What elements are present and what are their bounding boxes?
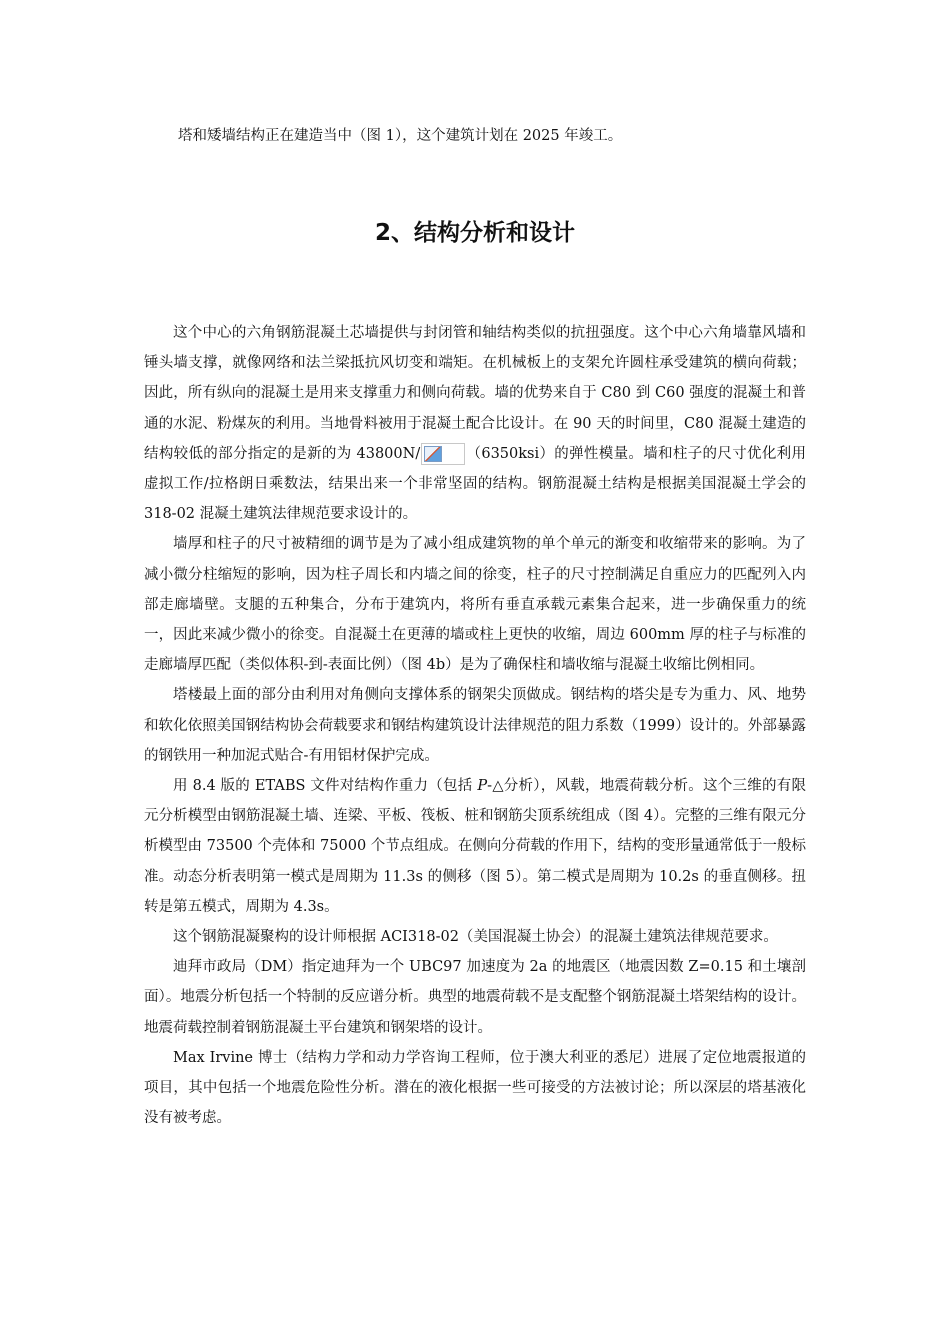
paragraph-6: 迪拜市政局（DM）指定迪拜为一个 UBC97 加速度为 2a 的地震区（地震因数 Z=0.15 和土壤剖面）。地震分析包括一个特制的反应谱分析。典型的地震荷载不是支配整个钢筋混凝土塔架结构的设计。地震荷载控制着钢筋混凝土平台建筑和钢架塔的设计。 bbox=[144, 959, 806, 1036]
intro-paragraph: 塔和矮墙结构正在建造当中（图 1），这个建筑计划在 2025 年竣工。 bbox=[178, 128, 623, 144]
paragraph-4 bbox=[144, 771, 806, 922]
p-delta-symbol: P bbox=[477, 778, 488, 795]
broken-formula-image-icon bbox=[421, 443, 465, 465]
paragraph-4-part-a: 用 8.4 版的 ETABS 文件对结构作重力（包括 bbox=[173, 778, 478, 795]
paragraph-5: 这个钢筋混凝聚构的设计师根据 ACI318-02（美国混凝土协会）的混凝土建筑法律规范要求。 bbox=[173, 929, 778, 946]
paragraph-7: Max Irvine 博士（结构力学和动力学咨询工程师，位于澳大利亚的悉尼）进展了定位地震报道的项目，其中包括一个地震危险性分析。潜在的液化根据一些可接受的方法被讨论；所以深层的塔基液化没有被考虑。 bbox=[144, 1049, 806, 1127]
paragraph-4-part-b: -△分析），风载，地震荷载分析。这个三维的有限元分析模型由钢筋混凝土墙、连梁、平板、筏板、桩和钢筋尖顶系统组成（图 4）。完整的三维有限元分析模型由 73500 个壳体和 75000 个节点组成。在侧向分荷载的作用下，结构的变形量通常低于一般标准。动态分析表明第一模式是周期为 11.3s 的侧移（图 5）。第二模式是周期为 10.2s 的垂直侧移。扭转是第五模式，周期为 4.3s。 bbox=[144, 778, 806, 915]
paragraph-1-part-a: 这个中心的六角钢筋混凝土芯墙提供与封闭管和轴结构类似的抗扭强度。这个中心六角墙靠风墙和锤头墙支撑，就像网络和法兰梁抵抗风切变和端矩。在机械板上的支架允许圆柱承受建筑的横向荷载；因此，所有纵向的混凝土是用来支撑重力和侧向荷载。墙的优势来自于 C80 到 C60 强度的混凝土和普通的水泥、粉煤灰的利用。当地骨料被用于混凝土配合比设计。在 90 天的时间里，C80 混凝土建造的结构较低的部分指定的是新的为 43800N/ bbox=[144, 325, 806, 462]
section-heading: 2、结构分析和设计 bbox=[374, 220, 575, 246]
paragraph-1 bbox=[144, 318, 806, 529]
image-placeholder-icon bbox=[424, 446, 442, 462]
paragraph-1-part-b: （6350ksi）的弹性模量。墙和柱子的尺寸优化利用虚拟工作/拉格朗日乘数法，结果出来一个非常坚固的结构。钢筋混凝土结构是根据美国混凝土学会的 318-02 混凝土建筑法律规范要求设计的。 bbox=[144, 445, 806, 523]
paragraph-3: 塔楼最上面的部分由利用对角侧向支撑体系的钢架尖顶做成。钢结构的塔尖是专为重力、风、地势和软化依照美国钢结构协会荷载要求和钢结构建筑设计法律规范的阻力系数（1999）设计的。外部暴露的钢铁用一种加泥式贴合-有用铝材保护完成。 bbox=[144, 687, 806, 764]
paragraph-2: 墙厚和柱子的尺寸被精细的调节是为了减小组成建筑物的单个单元的渐变和收缩带来的影响。为了减小微分柱缩短的影响，因为柱子周长和内墙之间的徐变，柱子的尺寸控制满足自重应力的匹配列入内部走廊墙壁。支腿的五种集合，分布于建筑内，将所有垂直承载元素集合起来，进一步确保重力的统一，因此来减少微小的徐变。自混凝土在更薄的墙或柱上更快的收缩，周边 600mm 厚的柱子与标准的走廊墙厚匹配（类似体积-到-表面比例）（图 4b）是为了确保柱和墙收缩与混凝土收缩比例相同。 bbox=[144, 536, 806, 674]
body-text bbox=[144, 318, 806, 1133]
